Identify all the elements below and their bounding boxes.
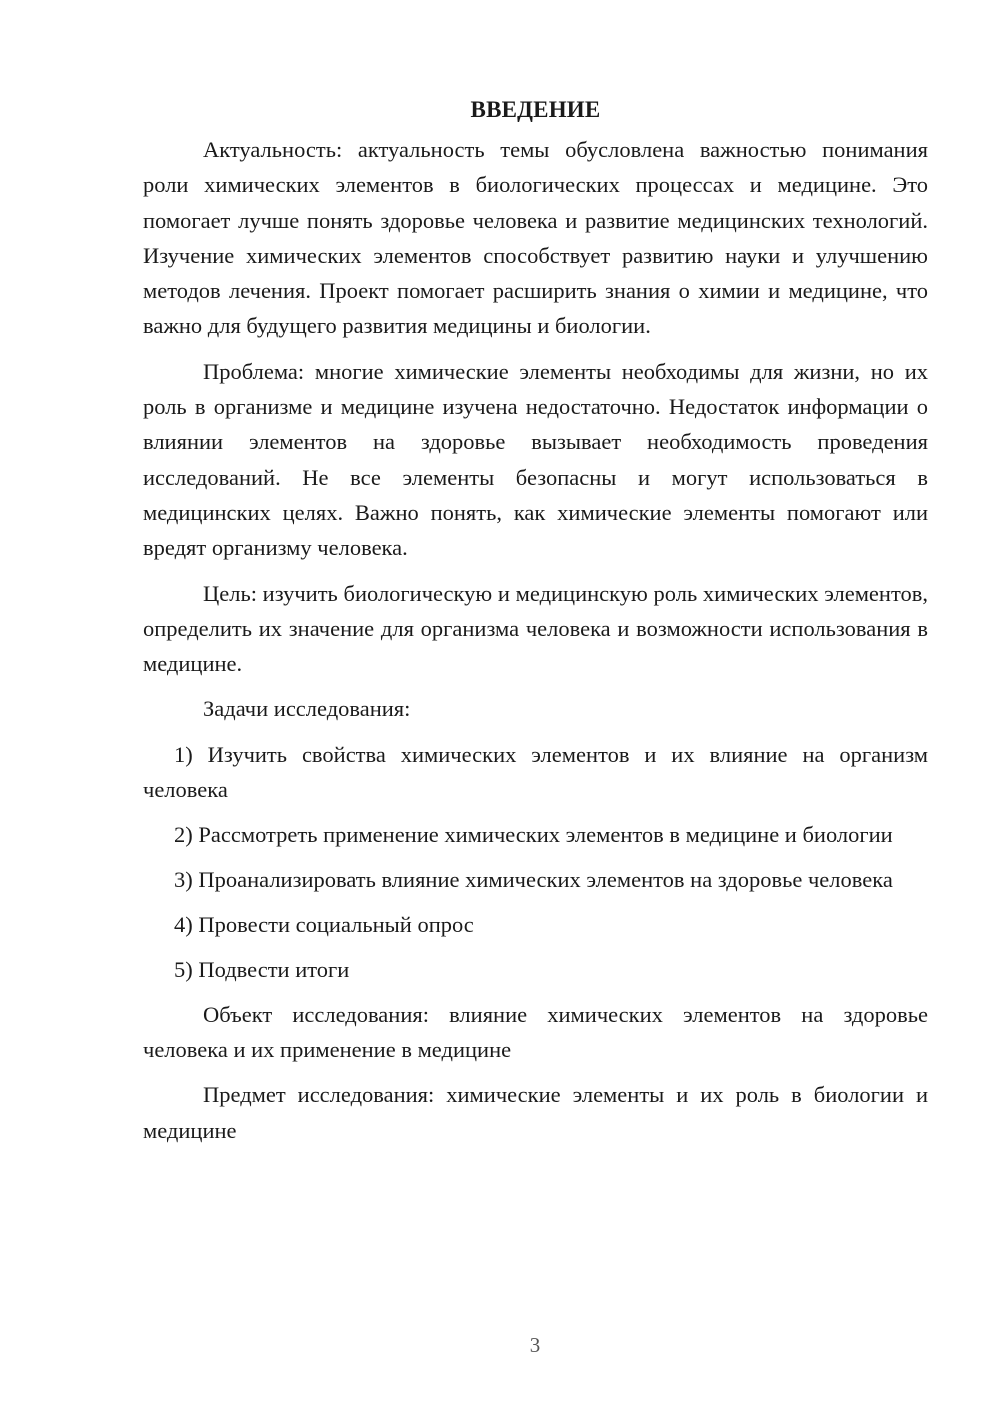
tasks-list xyxy=(143,737,928,987)
page-title: ВВЕДЕНИЕ xyxy=(470,97,601,122)
list-item: 3) Проанализировать влияние химических элементов на здоровье человека xyxy=(174,866,893,892)
object-paragraph: Объект исследования: влияние химических элементов на здоровье человека и их применение в медицине xyxy=(143,1001,928,1063)
tasks-heading: Задачи исследования: xyxy=(203,696,411,722)
goal-paragraph: Цель: изучить биологическую и медицинскую роль химических элементов, определить их значение для организма человека и возможности использования в медицине. xyxy=(143,580,928,677)
list-item: 1) Изучить свойства химических элементов и их влияние на организм человека xyxy=(143,741,928,802)
list-item: 2) Рассмотреть применение химических элементов в медицине и биологии xyxy=(174,821,893,847)
list-item: 4) Провести социальный опрос xyxy=(174,911,474,937)
relevance-paragraph: Актуальность: актуальность темы обусловлена важностью понимания роли химических элементов в биологических процессах и медицине. Это помогает лучше понять здоровье человека и развитие медицинских технологий. Изучение химических элементов способствует развитию науки и улучшению методов лечения. Проект помогает расширить знания о химии и медицине, что важно для будущего развития медицины и биологии. xyxy=(143,137,928,339)
subject-paragraph: Предмет исследования: химические элементы и их роль в биологии и медицине xyxy=(143,1082,928,1143)
problem-paragraph: Проблема: многие химические элементы необходимы для жизни, но их роль в организме и медицине изучена недостаточно. Недостаток информации о влиянии элементов на здоровье вызывает необходимость проведения исследований. Не все элементы безопасны и могут использоваться в медицинских целях. Важно понять, как химические элементы помогают или вредят организму человека. xyxy=(143,358,928,561)
document-page xyxy=(143,92,928,1158)
list-item: 5) Подвести итоги xyxy=(174,956,350,982)
page-number: 3 xyxy=(529,1333,541,1357)
